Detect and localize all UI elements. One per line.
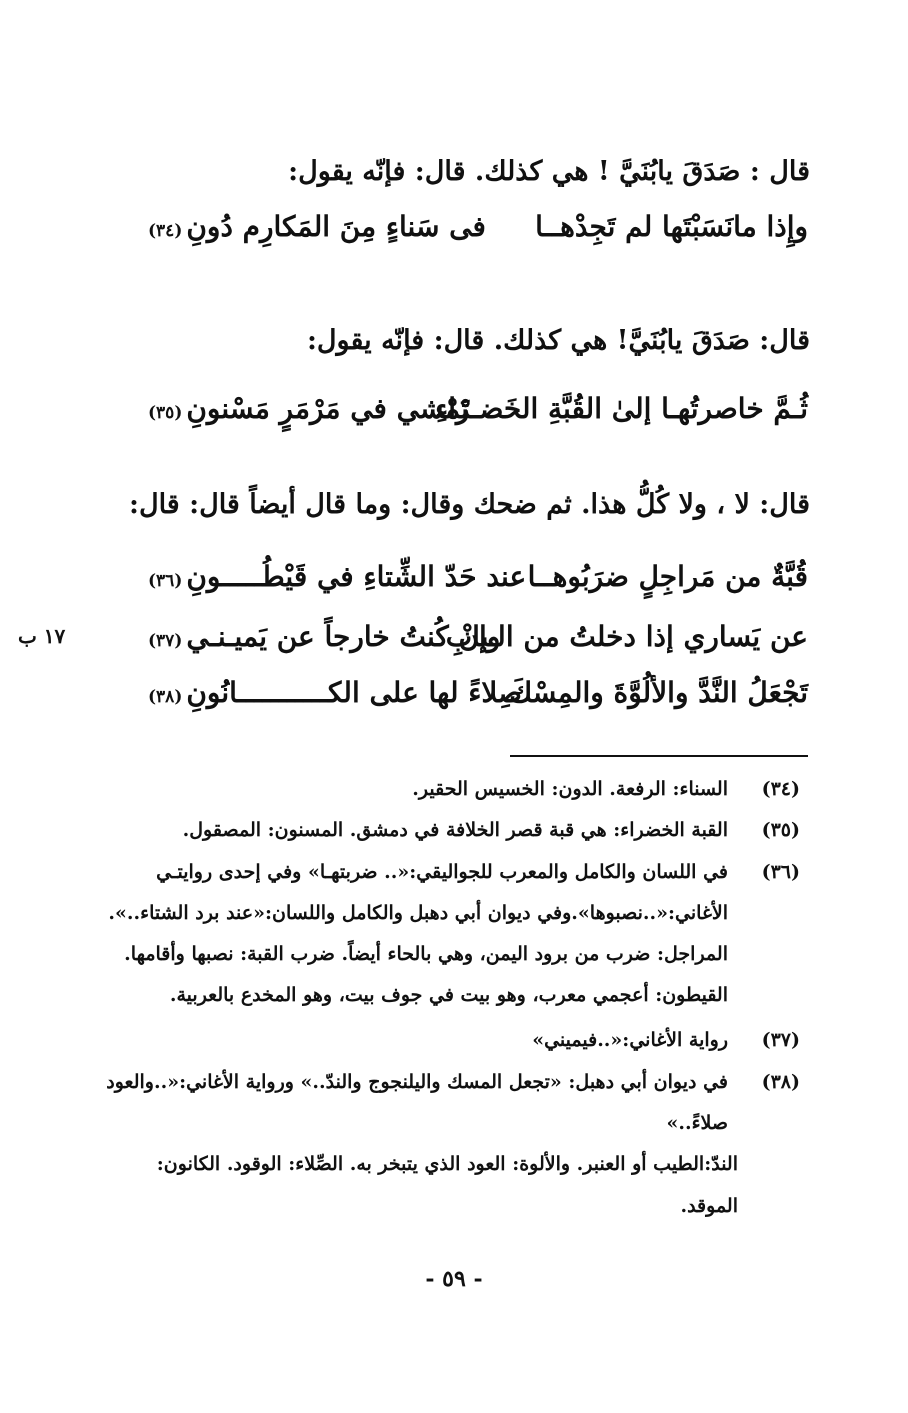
verse-text: وإنْ كُنتُ خارجاً عن يَميـنـي bbox=[186, 620, 501, 653]
footnote bbox=[100, 775, 800, 803]
footnote-ref: (٣٨) bbox=[148, 687, 183, 707]
footnote-continuation: القيطون: أعجمي معرب، وهو بيت في جوف بيت، وهو المخدع بالعربية. bbox=[169, 984, 728, 1006]
prose-line: قال : صَدَقَ يابُنَيَّ ! هي كذلك. قال: فإنّه يقول: bbox=[288, 156, 810, 187]
footnote-number: (٣٨) bbox=[761, 1071, 800, 1093]
footnote-number: (٣٥) bbox=[761, 819, 800, 841]
prose-line: قال: لا ، ولا كُلُّ هذا. ثم ضحك وقال: وما قال أيضاً قال: قال: bbox=[129, 489, 810, 520]
verse-text: تَمْشي في مَرْمَرٍ مَسْنونِ bbox=[186, 392, 469, 425]
verse-first-hemistich: تَجْعَلُ النَّدَّ والألُوَّةَ والمِسْكَ bbox=[509, 676, 808, 709]
footnote bbox=[100, 816, 800, 844]
footnote-separator bbox=[510, 755, 808, 757]
footnote-text: رواية الأغاني:«..فيميني» bbox=[532, 1029, 728, 1051]
verse-first-hemistich: ثُـمَّ خاصرتُهـا إلىٰ القُبَّةِ الخَضـرْاءِ bbox=[435, 392, 808, 425]
verse-line bbox=[148, 620, 808, 664]
footnote-ref: (٣٤) bbox=[148, 221, 183, 241]
verse-text: فى سَناءٍ مِنَ المَكارِم دُونِ bbox=[186, 210, 486, 243]
footnote-continuation: صلاءً..» bbox=[666, 1112, 728, 1134]
verse-second-hemistich bbox=[148, 392, 469, 425]
footnote-continuation: الموقد. bbox=[680, 1195, 738, 1217]
verse-second-hemistich bbox=[148, 560, 526, 593]
footnote-text: في ديوان أبي دهبل: «تجعل المسك واليلنجوج والندّ..» ورواية الأغاني:«..والعود bbox=[106, 1071, 728, 1093]
verse-first-hemistich: قُبَّةٌ من مَراجِلٍ ضرَبُوهــا bbox=[527, 560, 808, 593]
footnote-ref: (٣٦) bbox=[148, 571, 183, 591]
footnote-text: في اللسان والكامل والمعرب للجواليقي:«.. ضربتهـا» وفي إحدى روايتـي bbox=[156, 861, 728, 883]
footnote-ref: (٣٥) bbox=[148, 403, 183, 423]
verse-line bbox=[148, 392, 808, 436]
footnote-number: (٣٦) bbox=[761, 861, 800, 883]
footnote bbox=[100, 1068, 800, 1096]
footnote bbox=[100, 1026, 800, 1054]
verse-text: عند حَدّ الشِّتاءِ في قَيْطُـــــونِ bbox=[186, 560, 527, 593]
footnote-continuation: الأغاني:«..نصبوها».وفي ديوان أبي دهبل والكامل واللسان:«عند برد الشتاء..». bbox=[108, 902, 728, 924]
footnote-text: السناء: الرفعة. الدون: الخسيس الحقير. bbox=[412, 778, 728, 800]
verse-line bbox=[148, 210, 808, 254]
footnote-ref: (٣٧) bbox=[148, 631, 183, 651]
verse-first-hemistich: وإِذا مانَسَبْتَها لم تَجِدْهــا bbox=[535, 210, 808, 243]
footnote bbox=[100, 858, 800, 886]
prose-line: قال: صَدَقَ يابُنَيَّ! هي كذلك. قال: فإنّه يقول: bbox=[306, 325, 810, 356]
footnote-number: (٣٧) bbox=[761, 1029, 800, 1051]
verse-line bbox=[148, 676, 808, 720]
verse-text: صِلاءً لها على الكـــــــــــانُونِ bbox=[186, 676, 522, 709]
footnote-continuation: المراجل: ضرب من برود اليمن، وهي بالحاء أيضاً. ضرب القبة: نصبها وأقامها. bbox=[124, 943, 728, 965]
verse-second-hemistich bbox=[148, 210, 486, 243]
footnote-continuation: الندّ:الطيب أو العنبر. والألوة: العود الذي يتبخر به. الصِّلاء: الوقود. الكانون: bbox=[156, 1153, 738, 1175]
verse-first-hemistich: عن يَساري إذا دخلتُ من الـبابِ bbox=[445, 620, 808, 653]
page-number: - ٥٩ - bbox=[425, 1266, 483, 1292]
footnote-text: القبة الخضراء: هي قبة قصر الخلافة في دمشق. المسنون: المصقول. bbox=[182, 819, 728, 841]
verse-line bbox=[148, 560, 808, 604]
verse-second-hemistich bbox=[148, 676, 522, 709]
footnote-number: (٣٤) bbox=[761, 778, 800, 800]
manuscript-folio-marker: ١٧ ب bbox=[18, 624, 66, 648]
verse-second-hemistich bbox=[148, 620, 500, 653]
